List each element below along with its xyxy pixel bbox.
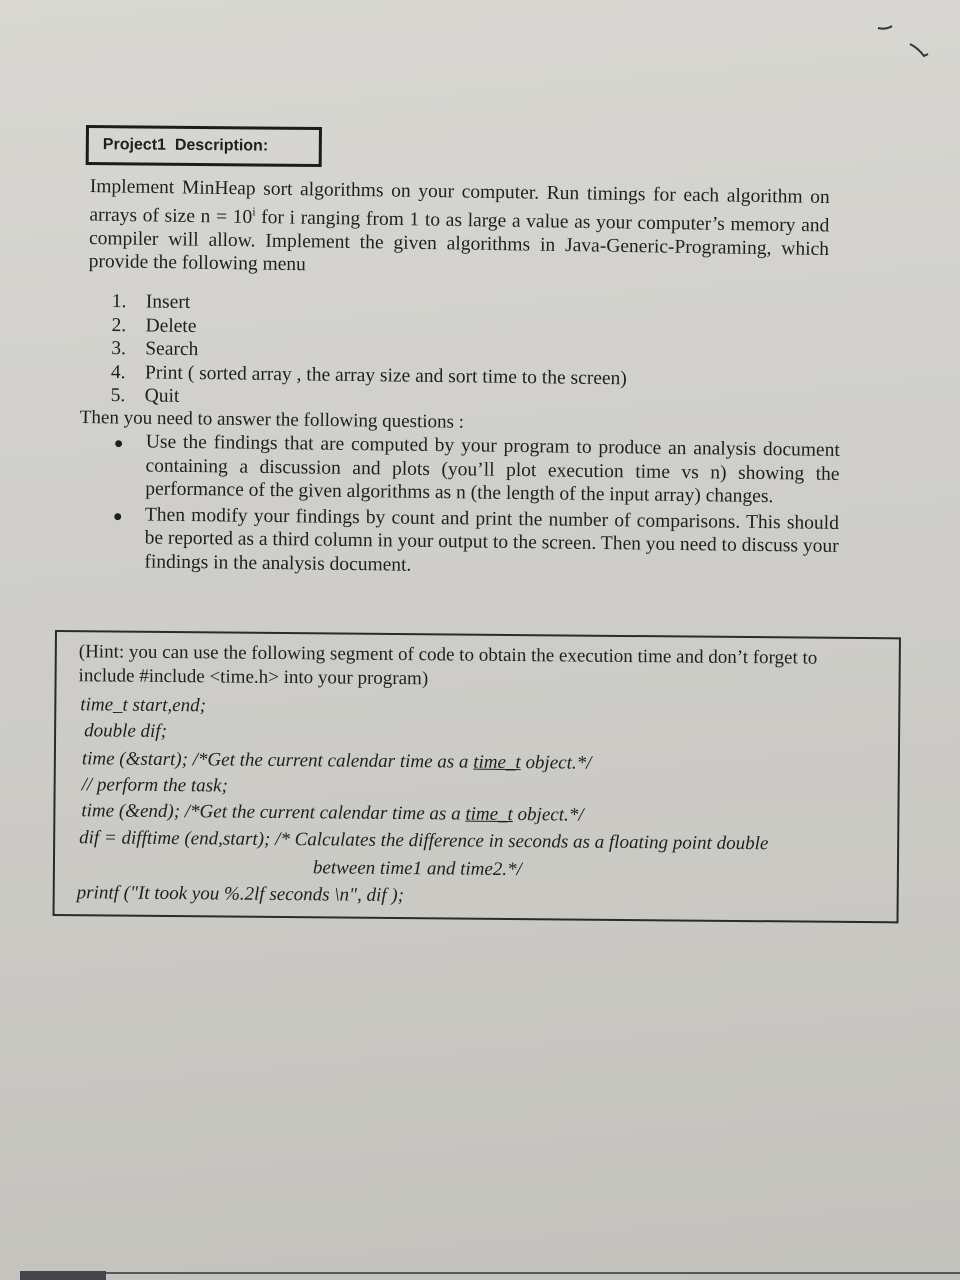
menu-item-number: 3. — [111, 337, 127, 360]
paper-edge-shadow — [20, 1271, 106, 1280]
question-text: Use the findings that are computed by your program to produce an analysis document containing a discussion and plots (you’ll plot execution time vs n) showing the performance of the given algorithms as n (the length of the input array) changes. — [145, 431, 840, 508]
menu-item-label: Quit — [144, 385, 180, 407]
intro-paragraph — [89, 175, 830, 283]
code-text: time (&start); /*Get the current calendar time as a — [81, 748, 474, 773]
hint-text: (Hint: you can use the following segment of code to obtain the execution time and don’t forget to include #include <time.h> into your program) — [78, 641, 818, 690]
question-text: Then modify your findings by count and print the number of comparisons. This should be reported as a third column in your output to the screen. Then you need to discuss your findings in the analysis document. — [144, 503, 840, 576]
code-text: object.*/ — [512, 804, 584, 826]
code-text: object.*/ — [520, 752, 592, 774]
questions-heading: Then you need to answer the following questions : — [79, 407, 465, 433]
menu-item-label: Insert — [145, 291, 191, 313]
project-title: Project1 Description: — [102, 136, 269, 155]
questions-list — [106, 430, 840, 584]
question-item — [107, 430, 840, 509]
pen-mark — [872, 24, 932, 64]
intro-text-start: Implement MinHeap sort algorithms on your computer. Run timings for each algorithm on arrays of size n = 10 — [89, 175, 830, 228]
project-title-box — [86, 125, 322, 167]
code-line: dif = difftime (end,start); /* Calculates the difference in seconds as a floating point double — [79, 827, 769, 855]
menu-item-number: 2. — [111, 314, 127, 336]
exponent-i: i — [252, 204, 256, 219]
bullet-icon: ● — [113, 435, 124, 453]
code-type-underlined: time_t — [473, 751, 521, 774]
hint-box — [53, 630, 901, 923]
menu-item-number: 5. — [110, 384, 126, 407]
code-line — [81, 800, 583, 826]
code-line — [82, 748, 592, 774]
menu-item-label: Search — [145, 338, 199, 361]
code-line: time_t start,end; — [80, 694, 207, 717]
question-item — [106, 502, 839, 581]
code-line: double dif; — [84, 720, 168, 742]
code-line: between time1 and time2.*/ — [312, 857, 522, 881]
menu-item-label: Delete — [145, 314, 197, 337]
intro-text-end: for i ranging from 1 to as large a value as your computer’s memory and compiler will allow. Implement the given algorithms in Java-Generic-Programing, which provide the following menu — [88, 206, 830, 275]
menu-item-label: Print ( sorted array , the array size and sort time to the screen) — [144, 361, 627, 389]
menu-item-number: 4. — [110, 361, 126, 383]
paper-edge-line — [106, 1272, 960, 1274]
bullet-icon: ● — [112, 507, 123, 525]
code-comment: // perform the task; — [81, 774, 228, 797]
code-type-underlined: time_t — [465, 803, 513, 826]
code-line: printf ("It took you %.2lf seconds \n", dif ); — [76, 882, 405, 907]
menu-list — [111, 290, 628, 414]
code-text: time (&end); /*Get the current calendar time as a — [81, 800, 466, 825]
menu-item-number: 1. — [111, 290, 127, 313]
